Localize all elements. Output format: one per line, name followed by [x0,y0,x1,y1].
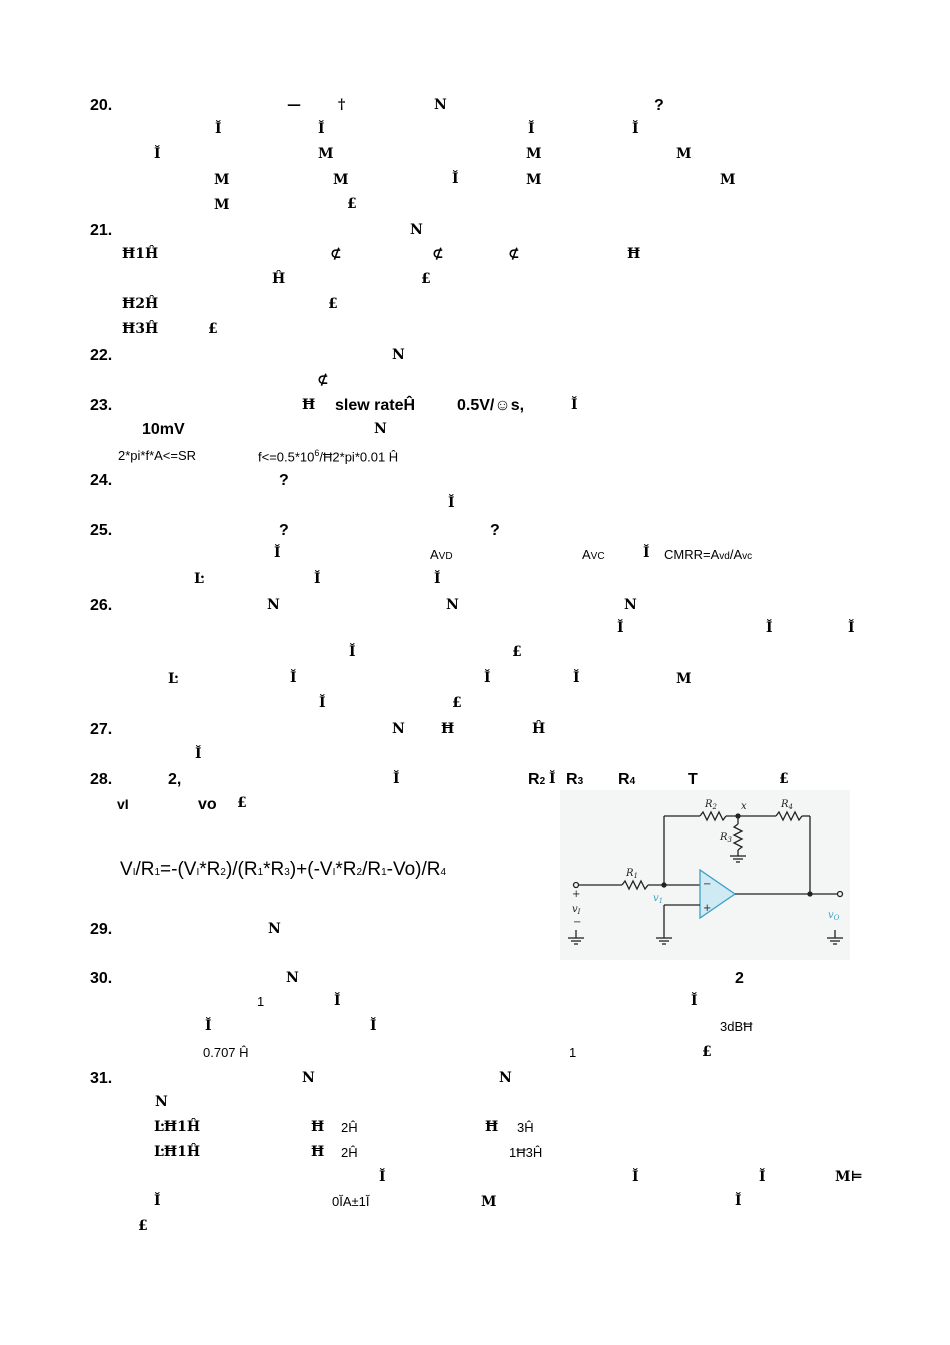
q24-question-mark: ? [279,472,289,489]
label-node-x: x [741,801,747,812]
q25-cmrr: CMRR=Avd/Avc [664,547,753,562]
q28-vo: vo [198,796,217,813]
q20-glyph: — [287,97,301,113]
circuit-figure [560,790,850,960]
q27-glyph: N [392,721,405,737]
q26-glyph: Ĭ [848,620,855,636]
q28-r2: R2 [528,771,546,788]
q21-item-2: Ħ2Ĥ [122,296,159,312]
q28-vi: vI [117,796,129,812]
q30-glyph: £ [702,1044,712,1060]
q25-glyph: Ĭ [274,545,281,561]
q30-number: 30. [90,970,113,987]
q31-glyph: Ĭ [379,1169,386,1185]
q31-glyph: ĿĦ1Ĥ [154,1119,201,1135]
q25-number: 25. [90,522,113,539]
q20-glyph: Ĭ [215,121,222,137]
q25-glyph: Ĭ [643,545,650,561]
label-r1: $R_1$ [626,868,638,880]
q25-avd: AVD [430,547,453,562]
q20-glyph: M [318,146,334,162]
q30-0707: 0.707 Ĥ [203,1045,249,1060]
q30-glyph: Ĭ [205,1018,212,1034]
label-r4: $R_4$ [781,799,793,811]
q31-glyph: Ħ [311,1119,325,1135]
q26-glyph: Ŀ [168,671,178,687]
q21-glyph: ⊄ [508,246,520,262]
q21-item-1: Ħ1Ĥ [122,246,159,262]
q21-glyph: £ [208,321,218,337]
q23-formula-2: $f<=0.5*10^6/Ħ2*pi*0.01$ Ĥ [258,448,399,465]
q21-glyph: N [410,222,423,238]
q29-number: 29. [90,921,113,938]
q30-glyph: N [286,970,299,986]
q20-glyph: M [526,146,542,162]
q20-glyph: M [214,172,230,188]
q20-glyph: M [720,172,736,188]
q25-glyph: Ĭ [434,571,441,587]
q28-r4: R4 [618,771,636,788]
q20-glyph: M [333,172,349,188]
q27-glyph: Ĭ [195,746,202,762]
q21-glyph: £ [421,271,431,287]
q20-glyph: Ĭ [632,121,639,137]
q30-one: 1 [257,994,265,1009]
q31-text: 3Ĥ [517,1120,534,1135]
q31-glyph: N [302,1070,315,1086]
label-r3: $R_3$ [720,832,732,844]
q25-question-mark: ? [490,522,500,539]
q31-glyph: M [481,1194,497,1210]
q31-text: 0ĬA±1Ĭ [332,1194,370,1209]
label-vi: $v_I$ [572,904,581,916]
q23-formula-1: 2*pi*f*A<=SR [118,448,197,463]
label-r2: $R_2$ [705,799,717,811]
q31-number: 31. [90,1070,113,1087]
q20-glyph: M [526,172,542,188]
q23-number: 23. [90,397,113,414]
q26-glyph: N [267,597,280,613]
q21-glyph: ⊄ [330,246,342,262]
q28-equation: VI/R1=-(VI*R2)/(R1*R3)+(-VI*R2/R1-Vo)/R4 [120,859,447,880]
q26-glyph: M [676,671,692,687]
q28-glyph: Ĭ [549,771,556,787]
q30-glyph: Ĭ [370,1018,377,1034]
q20-glyph: Ĭ [318,121,325,137]
q20-glyph: Ĭ [528,121,535,137]
q31-glyph: ĿĦ1Ĥ [154,1144,201,1160]
q31-glyph: N [499,1070,512,1086]
q20-glyph: £ [347,196,357,212]
q21-glyph: ⊄ [432,246,444,262]
q23-slew-rate: slew rateĤ [335,397,416,414]
q29-glyph: N [268,921,281,937]
q26-number: 26. [90,597,113,614]
q31-text: 2Ĥ [341,1145,358,1160]
q21-item-3: Ħ3Ĥ [122,321,159,337]
q28-glyph: £ [779,771,789,787]
q31-text: 1Ħ3Ĥ [509,1145,543,1160]
q20-glyph: M [676,146,692,162]
q25-glyph: Ĭ [314,571,321,587]
q28-t: T [688,771,698,788]
q30-one: 1 [569,1045,577,1060]
q26-glyph: Ĭ [290,670,297,686]
label-vi-minus: − [573,917,582,928]
q26-glyph: Ĭ [349,644,356,660]
q27-number: 27. [90,721,113,738]
q31-glyph: Ĭ [632,1169,639,1185]
q26-glyph: Ĭ [319,695,326,711]
q30-two: 2 [735,970,744,987]
q28-glyph: Ĭ [393,771,400,787]
q31-glyph: Ħ [485,1119,499,1135]
q30-glyph: Ĭ [691,993,698,1009]
q31-glyph: Ĭ [759,1169,766,1185]
q22-glyph: N [392,347,405,363]
q30-glyph: Ĭ [334,993,341,1009]
q21-number: 21. [90,222,113,239]
q28-number: 28. [90,771,113,788]
q26-glyph: Ĭ [617,620,624,636]
q31-glyph: M⊨ [835,1169,863,1185]
q30-3db: 3dBĦ [720,1019,753,1034]
q20-number: 20. [90,97,113,114]
q31-text: 2Ĥ [341,1120,358,1135]
label-v1: $v_1$ [653,893,664,905]
q26-glyph: Ĭ [766,620,773,636]
q26-glyph: N [624,597,637,613]
opamp-minus: − [703,879,712,890]
q26-glyph: £ [512,644,522,660]
q26-glyph: Ĭ [573,670,580,686]
q24-glyph: Ĭ [448,495,455,511]
q31-glyph: Ĭ [154,1193,161,1209]
q23-glyph: Ħ [302,397,316,413]
q27-glyph: Ĥ [532,721,546,737]
q21-glyph: Ĥ [272,271,286,287]
q25-avc: AVC [582,547,605,562]
q23-glyph: Ĭ [571,397,578,413]
q31-glyph: Ħ [311,1144,325,1160]
q21-glyph: £ [328,296,338,312]
q20-glyph: M [214,197,230,213]
q26-glyph: £ [452,695,462,711]
q25-glyph: Ŀ [194,571,204,587]
opamp-plus: + [703,903,712,914]
q31-glyph: £ [138,1218,148,1234]
q28-glyph: £ [237,795,247,811]
q27-glyph: Ħ [441,721,455,737]
q23-rate-value: 0.5V/☺s, [457,397,525,414]
q22-glyph: ⊄ [317,372,329,388]
q20-glyph: † [338,97,346,113]
q28-figure-ref: 2, [168,771,182,788]
q24-number: 24. [90,472,113,489]
label-vi-plus: + [572,889,581,900]
q22-number: 22. [90,347,113,364]
label-vo: $v_O$ [828,910,840,922]
q20-glyph: N [434,97,447,113]
q31-glyph: N [155,1094,168,1110]
q28-r3: R3 [566,771,584,788]
q25-question-mark: ? [279,522,289,539]
q23-amplitude: 10mV [142,421,185,438]
q23-glyph: N [374,421,387,437]
q20-glyph: Ĭ [452,171,459,187]
q26-glyph: N [446,597,459,613]
q20-glyph: Ĭ [154,146,161,162]
q26-glyph: Ĭ [484,670,491,686]
q21-glyph: Ħ [627,246,641,262]
q20-question-mark: ? [654,97,664,114]
q31-glyph: Ĭ [735,1193,742,1209]
